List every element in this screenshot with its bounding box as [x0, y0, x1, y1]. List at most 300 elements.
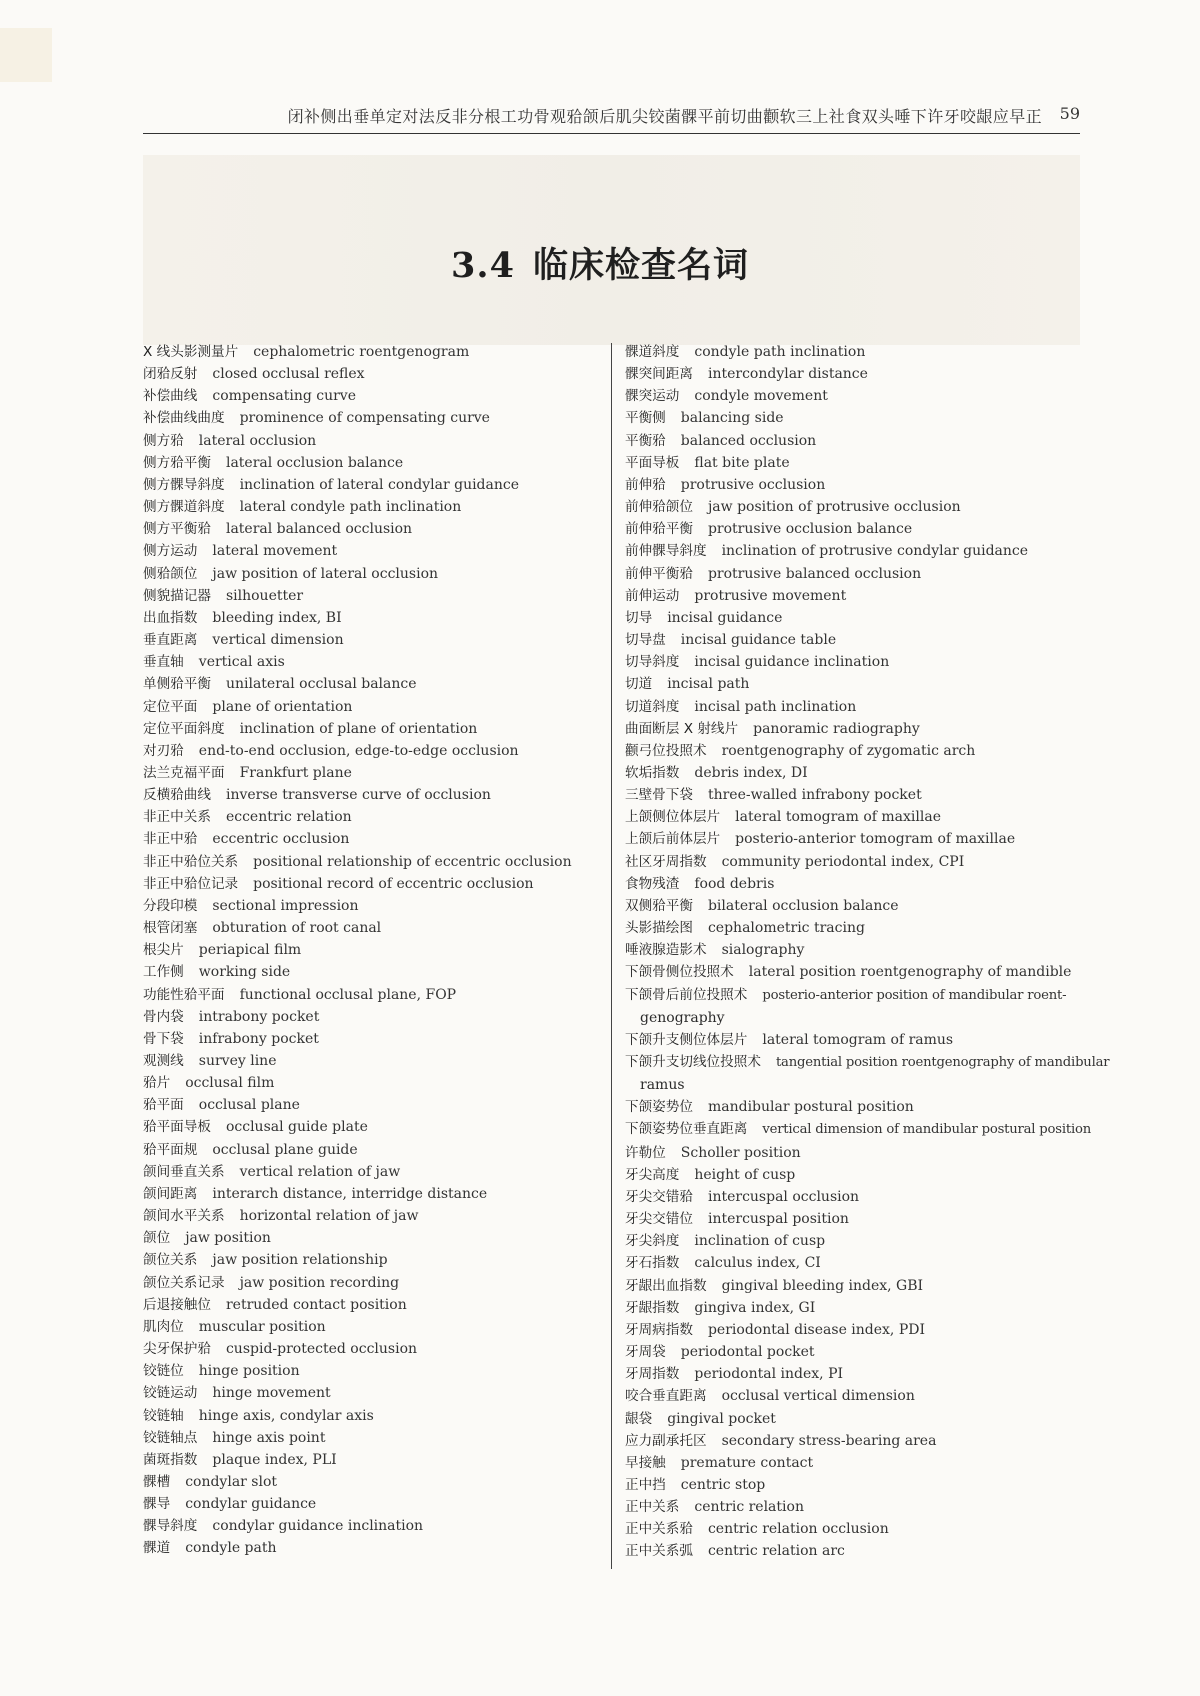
term-chinese: 颌位关系记录: [143, 1274, 225, 1291]
term-chinese: 观测线: [143, 1053, 184, 1069]
glossary-entry: [143, 740, 603, 762]
glossary-entry: [143, 696, 603, 718]
term-english: infrabony pocket: [198, 1030, 319, 1047]
term-chinese: 侧貌描记器: [143, 587, 211, 604]
term-chinese: 功能性𬌗平面: [143, 986, 225, 1003]
term-chinese: 根尖片: [143, 942, 184, 959]
term-english: eccentric occlusion: [212, 831, 350, 848]
glossary-entry: [625, 873, 1087, 895]
glossary-entry: [143, 1427, 603, 1449]
glossary-entry: [143, 873, 603, 895]
glossary-entry: [143, 851, 603, 873]
glossary-entry: [625, 629, 1087, 651]
glossary-entry: [625, 1452, 1087, 1474]
term-chinese: 切导斜度: [625, 654, 680, 671]
term-chinese: 下颌升支切线位投照术: [625, 1054, 761, 1070]
glossary-entry: [143, 341, 603, 363]
glossary-entry: [625, 1164, 1087, 1186]
term-english: end-to-end occlusion, edge-to-edge occlusion: [198, 742, 519, 759]
section-number: 3.4: [451, 245, 515, 286]
glossary-entry: [143, 385, 603, 407]
glossary-entry: [143, 1294, 603, 1316]
term-english: inclination of lateral condylar guidance: [239, 476, 520, 493]
term-chinese: 前伸𬌗平衡: [625, 521, 693, 538]
term-chinese: 平衡𬌗: [625, 432, 666, 449]
glossary-entry: [625, 1275, 1087, 1297]
glossary-entry: [143, 1205, 603, 1227]
glossary-entry: [143, 1316, 603, 1338]
term-english: vertical dimension: [212, 632, 344, 649]
term-english: jaw position of protrusive occlusion: [707, 499, 961, 516]
term-english: lateral balanced occlusion: [225, 521, 413, 538]
term-chinese: 牙石指数: [625, 1255, 680, 1272]
glossary-entry: [143, 1006, 603, 1028]
term-chinese: 曲面断层 X 射线片: [625, 720, 739, 737]
term-chinese: 下颌骨侧位投照术: [625, 964, 734, 981]
glossary-entry: [625, 1363, 1087, 1385]
term-english: occlusal film: [185, 1075, 275, 1092]
glossary-entry: [625, 1385, 1087, 1407]
term-english: periapical film: [198, 942, 302, 959]
term-chinese: 龈袋: [625, 1410, 653, 1427]
glossary-entry: [143, 1116, 603, 1138]
term-chinese: 髁导: [143, 1496, 171, 1513]
glossary-entry: [143, 939, 603, 961]
term-english: sialography: [721, 942, 805, 959]
term-english: periodontal disease index, PDI: [707, 1321, 926, 1338]
term-english: functional occlusal plane, FOP: [239, 986, 457, 1003]
glossary-entry: [143, 1493, 603, 1515]
term-english-continuation: ramus: [640, 1077, 685, 1094]
term-english: incisal guidance inclination: [694, 654, 890, 671]
term-chinese: 骨内袋: [143, 1008, 184, 1025]
running-header: [143, 100, 1080, 134]
glossary-entry: [625, 961, 1087, 983]
glossary-entry: [143, 1139, 603, 1161]
glossary-entry: [625, 1540, 1087, 1562]
term-chinese: 肌肉位: [143, 1318, 184, 1335]
glossary-entry: [143, 1072, 603, 1094]
glossary-entry: [143, 1094, 603, 1116]
term-chinese: 髁导斜度: [143, 1518, 198, 1535]
term-english: lateral tomogram of maxillae: [735, 809, 941, 826]
glossary-entry: [143, 1471, 603, 1493]
term-chinese: 上颌后前体层片: [625, 831, 721, 848]
term-english: protrusive movement: [694, 587, 847, 604]
term-english: obturation of root canal: [212, 920, 382, 937]
glossary-entry: [143, 961, 603, 983]
term-english: bilateral occlusion balance: [707, 897, 899, 914]
term-chinese: 双侧𬌗平衡: [625, 897, 693, 914]
glossary-entry: [625, 585, 1087, 607]
term-english: silhouetter: [225, 587, 304, 604]
term-english: lateral tomogram of ramus: [762, 1031, 954, 1048]
term-english: unilateral occlusal balance: [225, 676, 417, 693]
term-chinese: 侧方运动: [143, 543, 198, 560]
term-chinese: 补偿曲线曲度: [143, 410, 225, 427]
glossary-entry: [625, 984, 1087, 1029]
term-chinese: 社区牙周指数: [625, 853, 707, 870]
term-english: intercuspal position: [707, 1211, 849, 1228]
running-header-text: 闭补侧出垂单定对法反非分根工功骨观𬌗颌后肌尖铰菌髁平前切曲颧软三上社食双头唾下许牙咬龈应早正: [287, 107, 1042, 126]
term-chinese: 铰链位: [143, 1363, 184, 1380]
term-english: hinge position: [198, 1363, 300, 1380]
term-english: height of cusp: [694, 1166, 796, 1183]
term-chinese: 闭𬌗反射: [143, 366, 198, 383]
term-english: incisal guidance table: [680, 632, 837, 649]
glossary-entry: [143, 540, 603, 562]
term-chinese: 三壁骨下袋: [625, 787, 693, 804]
glossary-entry: [143, 563, 603, 585]
term-english: occlusal guide plate: [225, 1119, 368, 1136]
term-english: secondary stress-bearing area: [721, 1432, 937, 1449]
section-title-text: 临床检查名词: [532, 245, 749, 286]
glossary-entry: [143, 430, 603, 452]
term-chinese: 单侧𬌗平衡: [143, 676, 211, 693]
term-english: positional relationship of eccentric occlusion: [253, 853, 572, 870]
term-english: inclination of protrusive condylar guidance: [721, 543, 1029, 560]
term-chinese: 𬌗平面导板: [143, 1119, 211, 1136]
term-english: bleeding index, BI: [212, 609, 342, 626]
term-chinese: 分段印模: [143, 897, 198, 914]
term-chinese: 颌位: [143, 1230, 171, 1247]
term-chinese: 头影描绘图: [625, 920, 693, 937]
term-english: lateral occlusion balance: [225, 454, 404, 471]
term-english: positional record of eccentric occlusion: [253, 875, 534, 892]
term-english: compensating curve: [212, 388, 356, 405]
term-english: occlusal plane: [198, 1097, 300, 1114]
glossary-entry: [625, 407, 1087, 429]
term-chinese: 正中关系弧: [625, 1543, 693, 1560]
term-english: occlusal plane guide: [212, 1141, 358, 1158]
term-english: muscular position: [198, 1318, 326, 1335]
glossary-entry: [625, 607, 1087, 629]
term-chinese: 髁道: [143, 1540, 171, 1557]
glossary-entry: [143, 496, 603, 518]
term-english: roentgenography of zygomatic arch: [721, 742, 976, 759]
glossary-entry: [625, 1252, 1087, 1274]
term-chinese: 牙周病指数: [625, 1321, 693, 1338]
glossary-entry: [143, 1161, 603, 1183]
term-chinese: 𬌗平面: [143, 1097, 184, 1114]
glossary-entry: [625, 1096, 1087, 1118]
glossary-entry: [625, 939, 1087, 961]
glossary-entry: [143, 718, 603, 740]
term-english: lateral condyle path inclination: [239, 499, 462, 516]
term-chinese: 侧方𬌗平衡: [143, 454, 211, 471]
term-english: centric relation occlusion: [707, 1521, 889, 1538]
term-chinese: 上颌侧位体层片: [625, 809, 721, 826]
glossary-entry: [625, 740, 1087, 762]
term-english: centric relation arc: [707, 1543, 845, 1560]
term-chinese: 牙尖高度: [625, 1166, 680, 1183]
term-english: intercuspal occlusion: [707, 1188, 860, 1205]
glossary-entry: [143, 607, 603, 629]
term-chinese: 牙尖交错位: [625, 1211, 693, 1228]
term-english: hinge movement: [212, 1385, 331, 1402]
left-term-column: [143, 341, 603, 1560]
term-english: balancing side: [680, 410, 784, 427]
glossary-entry: [625, 1496, 1087, 1518]
term-chinese: 非正中𬌗位记录: [143, 875, 239, 892]
term-chinese: 侧𬌗颌位: [143, 565, 198, 582]
term-english: food debris: [694, 875, 775, 892]
glossary-entry: [143, 1050, 603, 1072]
term-english: inclination of plane of orientation: [239, 720, 478, 737]
term-chinese: 颌间垂直关系: [143, 1163, 225, 1180]
term-english: cephalometric roentgenogram: [253, 344, 470, 360]
term-english: horizontal relation of jaw: [239, 1208, 419, 1225]
column-divider: [611, 343, 612, 1569]
glossary-entry: [625, 651, 1087, 673]
glossary-entry: [625, 1230, 1087, 1252]
glossary-entry: [625, 452, 1087, 474]
term-english: incisal path: [667, 676, 750, 693]
term-english: mandibular postural position: [707, 1099, 914, 1116]
term-chinese: 下颌姿势位: [625, 1099, 693, 1116]
page-corner-mark: [0, 28, 52, 82]
glossary-entry: [143, 673, 603, 695]
glossary-entry: [143, 1028, 603, 1050]
term-chinese: 尖牙保护𬌗: [143, 1341, 211, 1358]
term-english: periodontal index, PI: [694, 1366, 844, 1383]
term-chinese: 颌间水平关系: [143, 1208, 225, 1225]
term-chinese: 颌位关系: [143, 1252, 198, 1269]
glossary-entry: [625, 1051, 1110, 1096]
glossary-entry: [625, 1029, 1087, 1051]
term-english: jaw position of lateral occlusion: [212, 565, 439, 582]
term-chinese: 侧方𬌗: [143, 432, 184, 449]
term-chinese: 髁道斜度: [625, 344, 680, 360]
term-english: panoramic radiography: [753, 720, 920, 737]
term-english: lateral position roentgenography of mandible: [748, 964, 1072, 981]
term-chinese: 定位平面斜度: [143, 720, 225, 737]
term-english: protrusive occlusion balance: [707, 521, 913, 538]
term-english: Frankfurt plane: [239, 764, 352, 781]
term-chinese: 软垢指数: [625, 764, 680, 781]
term-english: incisal guidance: [667, 609, 783, 626]
glossary-entry: [625, 518, 1087, 540]
glossary-entry: [625, 851, 1087, 873]
term-chinese: 颧弓位投照术: [625, 742, 707, 759]
glossary-entry: [625, 1430, 1087, 1452]
glossary-entry: [143, 917, 603, 939]
term-chinese: 法兰克福平面: [143, 764, 225, 781]
term-chinese: 正中挡: [625, 1476, 666, 1493]
term-english: intrabony pocket: [198, 1008, 320, 1025]
term-chinese: 侧方髁道斜度: [143, 499, 225, 516]
term-chinese: 切道斜度: [625, 698, 680, 715]
glossary-entry: [143, 1382, 603, 1404]
term-chinese: 垂直距离: [143, 632, 198, 649]
term-english: retruded contact position: [225, 1296, 407, 1313]
term-english: periodontal pocket: [680, 1344, 815, 1361]
glossary-entry: [625, 540, 1087, 562]
term-english: hinge axis, condylar axis: [198, 1407, 374, 1424]
term-english: condylar guidance inclination: [212, 1518, 424, 1535]
term-chinese: 切道: [625, 676, 653, 693]
term-english: centric relation: [694, 1499, 804, 1516]
term-english: protrusive balanced occlusion: [707, 565, 922, 582]
term-english: plaque index, PLI: [212, 1451, 337, 1468]
glossary-entry: [143, 895, 603, 917]
term-chinese: 非正中𬌗位关系: [143, 853, 239, 870]
glossary-entry: [625, 1319, 1087, 1341]
term-chinese: 非正中𬌗: [143, 831, 198, 848]
glossary-entry: [143, 363, 603, 385]
glossary-entry: [625, 1142, 1087, 1164]
term-chinese: 骨下袋: [143, 1030, 184, 1047]
term-chinese: 髁突运动: [625, 388, 680, 405]
glossary-entry: [143, 651, 603, 673]
term-english: balanced occlusion: [680, 432, 817, 449]
glossary-entry: [143, 1249, 603, 1271]
term-english: lateral occlusion: [198, 432, 317, 449]
right-term-column: [625, 341, 1110, 1563]
term-english: three-walled infrabony pocket: [707, 787, 922, 804]
term-english: vertical dimension of mandibular postural position: [762, 1122, 1092, 1138]
term-english: working side: [198, 964, 291, 981]
term-chinese: 正中关系: [625, 1499, 680, 1516]
section-title: [0, 238, 1200, 288]
term-chinese: 平面导板: [625, 454, 680, 471]
term-english: condyle movement: [694, 388, 828, 405]
glossary-entry: [143, 1449, 603, 1471]
term-chinese: 侧方髁导斜度: [143, 476, 225, 493]
term-english: centric stop: [680, 1476, 766, 1493]
glossary-entry: [625, 1208, 1087, 1230]
glossary-entry: [625, 1118, 1092, 1141]
glossary-entry: [143, 518, 603, 540]
glossary-entry: [143, 762, 603, 784]
glossary-entry: [625, 430, 1087, 452]
term-english: tangential position roentgenography of mandibular: [775, 1055, 1110, 1070]
term-english: posterio-anterior position of mandibular roent-: [762, 987, 1067, 1003]
term-chinese: 牙龈指数: [625, 1299, 680, 1316]
term-english: eccentric relation: [225, 809, 352, 826]
glossary-entry: [625, 673, 1087, 695]
term-chinese: 根管闭塞: [143, 920, 198, 937]
glossary-entry: [625, 341, 1087, 363]
term-english: premature contact: [680, 1454, 814, 1471]
term-english-continuation: genography: [640, 1009, 725, 1026]
term-english: intercondylar distance: [707, 366, 868, 383]
glossary-entry: [143, 806, 603, 828]
glossary-entry: [625, 718, 1087, 740]
term-english: vertical relation of jaw: [239, 1163, 401, 1180]
term-chinese: 下颌姿势位垂直距离: [625, 1121, 748, 1138]
glossary-entry: [143, 585, 603, 607]
term-english: incisal path inclination: [694, 698, 857, 715]
glossary-entry: [143, 1515, 603, 1537]
term-chinese: 前伸𬌗颌位: [625, 499, 693, 516]
term-english: jaw position relationship: [212, 1252, 388, 1269]
glossary-entry: [143, 828, 603, 850]
term-english: condylar slot: [185, 1473, 278, 1490]
term-chinese: 非正中关系: [143, 809, 211, 826]
glossary-entry: [625, 828, 1087, 850]
term-english: hinge axis point: [212, 1429, 326, 1446]
term-english: survey line: [198, 1053, 277, 1069]
term-chinese: 应力副承托区: [625, 1432, 707, 1449]
glossary-entry: [143, 1227, 603, 1249]
term-english: inclination of cusp: [694, 1233, 826, 1250]
term-chinese: 铰链轴: [143, 1407, 184, 1424]
term-chinese: 切导: [625, 609, 653, 626]
glossary-entry: [625, 363, 1087, 385]
term-chinese: 正中关系𬌗: [625, 1521, 693, 1538]
term-chinese: 铰链运动: [143, 1385, 198, 1402]
term-english: condylar guidance: [185, 1496, 317, 1513]
term-english: debris index, DI: [694, 764, 808, 781]
term-chinese: 早接触: [625, 1454, 666, 1471]
term-chinese: 侧方平衡𬌗: [143, 521, 211, 538]
glossary-entry: [143, 474, 603, 496]
term-chinese: 下颌升支侧位体层片: [625, 1031, 748, 1048]
term-chinese: 反横𬌗曲线: [143, 787, 211, 804]
term-english: closed occlusal reflex: [212, 366, 365, 383]
term-english: condyle path: [185, 1540, 277, 1557]
term-english: calculus index, CI: [694, 1255, 821, 1272]
glossary-entry: [625, 1518, 1087, 1540]
term-english: jaw position recording: [239, 1274, 400, 1291]
term-chinese: 牙龈出血指数: [625, 1277, 707, 1294]
term-english: posterio-anterior tomogram of maxillae: [735, 831, 1016, 848]
term-english: Scholler position: [680, 1144, 801, 1161]
glossary-entry: [143, 1537, 603, 1559]
term-english: cephalometric tracing: [707, 920, 865, 937]
term-chinese: 咬合垂直距离: [625, 1388, 707, 1405]
term-chinese: 铰链轴点: [143, 1429, 198, 1446]
glossary-entry: [625, 917, 1087, 939]
term-chinese: 对刃𬌗: [143, 742, 184, 759]
term-chinese: 许勒位: [625, 1144, 666, 1161]
term-english: community periodontal index, CPI: [721, 853, 965, 870]
term-chinese: 切导盘: [625, 632, 666, 649]
glossary-entry: [625, 1297, 1087, 1319]
glossary-entry: [143, 629, 603, 651]
term-chinese: 平衡侧: [625, 410, 666, 427]
page-number: 59: [1059, 104, 1080, 123]
glossary-entry: [625, 1408, 1087, 1430]
glossary-entry: [625, 1186, 1087, 1208]
glossary-entry: [625, 784, 1087, 806]
term-chinese: 𬌗平面规: [143, 1141, 198, 1158]
term-chinese: 定位平面: [143, 698, 198, 715]
term-english: jaw position: [185, 1230, 271, 1247]
glossary-entry: [143, 1338, 603, 1360]
glossary-entry: [143, 1360, 603, 1382]
term-english: sectional impression: [212, 897, 359, 914]
term-chinese: 前伸平衡𬌗: [625, 565, 693, 582]
term-chinese: 前伸运动: [625, 587, 680, 604]
term-chinese: 前伸𬌗: [625, 476, 666, 493]
glossary-entry: [143, 1183, 603, 1205]
glossary-entry: [625, 1341, 1087, 1363]
glossary-entry: [625, 496, 1087, 518]
term-english: plane of orientation: [212, 698, 353, 715]
term-chinese: 唾液腺造影术: [625, 942, 707, 959]
term-chinese: 牙周指数: [625, 1366, 680, 1383]
term-chinese: 补偿曲线: [143, 388, 198, 405]
term-chinese: 牙周袋: [625, 1344, 666, 1361]
glossary-entry: [143, 452, 603, 474]
glossary-entry: [625, 474, 1087, 496]
glossary-entry: [143, 1272, 603, 1294]
term-english: inverse transverse curve of occlusion: [225, 787, 491, 804]
glossary-entry: [625, 696, 1087, 718]
term-chinese: 牙尖交错𬌗: [625, 1188, 693, 1205]
